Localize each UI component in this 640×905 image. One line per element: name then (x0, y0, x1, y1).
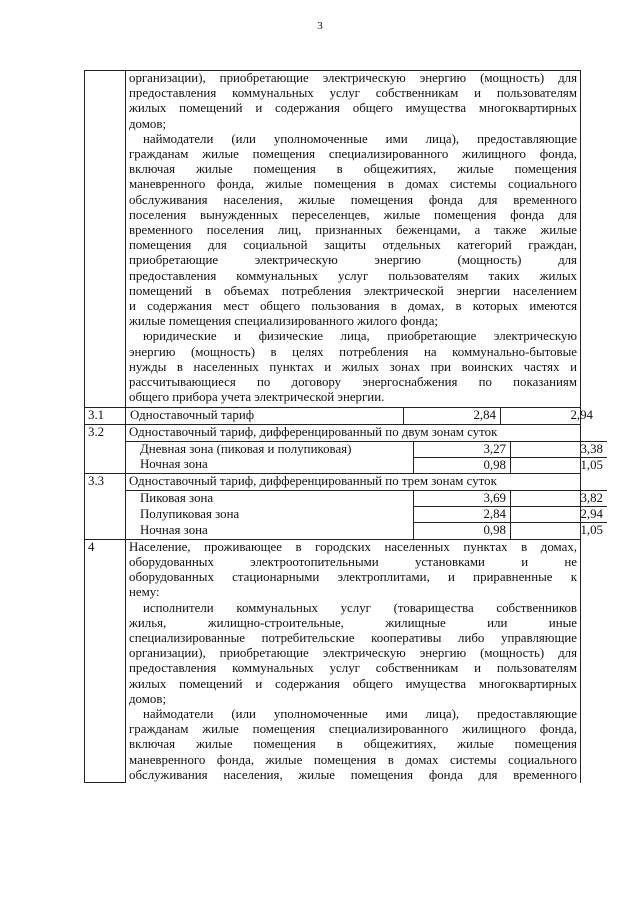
tariff-label: Одноставочный тариф (130, 408, 255, 423)
text-line: предоставления коммунальных услуг пользователям таких жилых (129, 268, 577, 283)
zone-row (126, 457, 607, 473)
text-line: обслуживания населения, жилые помещения фонда для временного (129, 192, 577, 207)
text-line: жилых помещений и содержания общего имущества многоквартирных (129, 101, 577, 116)
description-cell (126, 71, 581, 408)
zone-label: Полупиковая зона (140, 506, 240, 521)
tariff-table (84, 70, 603, 783)
zone-value-1: 2,84 (414, 507, 511, 523)
row-content (126, 424, 603, 473)
text-line: рассчитывающиеся по договору энергоснабжения по показаниям (129, 375, 577, 390)
text-line: включая жилые помещения в общежитиях, жилые помещения (129, 737, 577, 752)
text-line: специализированные потребительские кооперативы либо управляющие (129, 630, 577, 645)
table-row (85, 424, 581, 473)
table-row (85, 408, 581, 424)
zone-value-1: 3,27 (414, 441, 511, 457)
zone-value-2: 2,94 (511, 507, 608, 523)
text-line: исполнители коммунальных услуг (товарищества собственников (143, 600, 577, 615)
row-content (126, 408, 593, 424)
text-line: наймодатели (или уполномоченные ими лица), предоставляющие (143, 131, 577, 146)
zone-row (126, 491, 607, 507)
text-line: приобретающие электрическую энергию (мощность) для (129, 253, 577, 268)
zone-row (126, 507, 607, 523)
row-number: 4 (85, 539, 126, 783)
tariff-value-1: 2,84 (404, 408, 501, 423)
text-line: организации), приобретающие электрическую энергию (мощность) для (129, 71, 577, 85)
row-number: 3.3 (85, 474, 126, 540)
text-line: включая жилые помещения в общежитиях, жилые помещения (129, 162, 577, 177)
tariff-label: Одноставочный тариф, дифференцированный по трем зонам суток (129, 474, 497, 489)
text-line: жилых помещений и содержания общего имущества многоквартирных (129, 676, 577, 691)
text-line: поселения вынужденных переселенцев, жилые помещения фонда для (129, 207, 577, 222)
zone-label: Дневная зона (пиковая и полупиковая) (140, 441, 352, 456)
row-content (126, 474, 603, 540)
text-line: домов; (129, 116, 167, 131)
table-row (85, 539, 581, 783)
zone-value-2: 3,38 (511, 441, 608, 457)
text-line: и содержания мест общего пользования в домах, в которых имеются (129, 299, 577, 314)
text-line: энергию (мощность) в целях потребления на коммунально-бытовые (129, 344, 577, 359)
zone-value-2: 1,05 (511, 523, 608, 539)
row-number-cell (85, 71, 126, 408)
zone-row (126, 441, 607, 457)
text-line: жилья, жилищно-строительные, жилищные или иные (129, 615, 577, 630)
text-line: оборудованных стационарными электроплитами, и приравненные к (129, 570, 577, 585)
tariff-value-2: 2,94 (570, 408, 593, 423)
text-line: жилые помещения специализированного жилого фонда; (129, 314, 438, 329)
table-row (85, 474, 581, 540)
text-line: маневренного фонда, жилые помещения в домах системы социального (129, 752, 577, 767)
text-line: предоставления коммунальных услуг собственникам и пользователям (129, 661, 577, 676)
text-line: гражданам жилые помещения специализированного жилищного фонда, (129, 147, 577, 162)
text-line: помещения для социальной защиты отдельных категорий граждан, (129, 238, 577, 253)
row-number: 3.1 (85, 408, 126, 424)
text-line: наймодатели (или уполномоченные ими лица), предоставляющие (143, 706, 577, 721)
text-line: организации), приобретающие электрическую энергию (мощность) для (129, 646, 577, 661)
zone-value-2: 1,05 (511, 457, 608, 473)
text-line: маневренного фонда, жилые помещения в домах системы социального (129, 177, 577, 192)
text-line: нужды в населенных пунктах и жилых зонах при воинских частях и (129, 359, 577, 374)
zone-value-1: 0,98 (414, 457, 511, 473)
text-line: оборудованных электроотопительными установками и не (129, 554, 577, 569)
zone-label: Пиковая зона (140, 491, 214, 506)
text-line: домов; (129, 691, 167, 706)
text-line: временного поселения лиц, признанных беженцами, а также жилые (129, 223, 577, 238)
text-line: юридические и физические лица, приобретающие электрическую (143, 329, 577, 344)
text-line: нему: (129, 585, 160, 600)
text-line: обслуживания населения, жилые помещения фонда для временного (129, 767, 577, 782)
row-number: 3.2 (85, 424, 126, 473)
table-row (85, 71, 581, 408)
text-line: предоставления коммунальных услуг собственникам и пользователям (129, 86, 577, 101)
text-line: помещений в объемах потребления электрической энергии населением (129, 283, 577, 298)
description-cell (126, 539, 581, 783)
zone-value-1: 3,69 (414, 491, 511, 507)
zone-value-2: 3,82 (511, 491, 608, 507)
text-line: гражданам жилые помещения специализированного жилищного фонда, (129, 722, 577, 737)
text-line: общего прибора учета электрической энергии. (129, 390, 385, 405)
text-line: Население, проживающее в городских населенных пунктах в домах, (129, 539, 577, 554)
zone-label: Ночная зона (140, 522, 208, 537)
page-number: 3 (317, 20, 323, 32)
tariff-label: Одноставочный тариф, дифференцированный по двум зонам суток (129, 424, 498, 439)
zone-row (126, 523, 607, 539)
zone-label: Ночная зона (140, 457, 208, 472)
zone-value-1: 0,98 (414, 523, 511, 539)
